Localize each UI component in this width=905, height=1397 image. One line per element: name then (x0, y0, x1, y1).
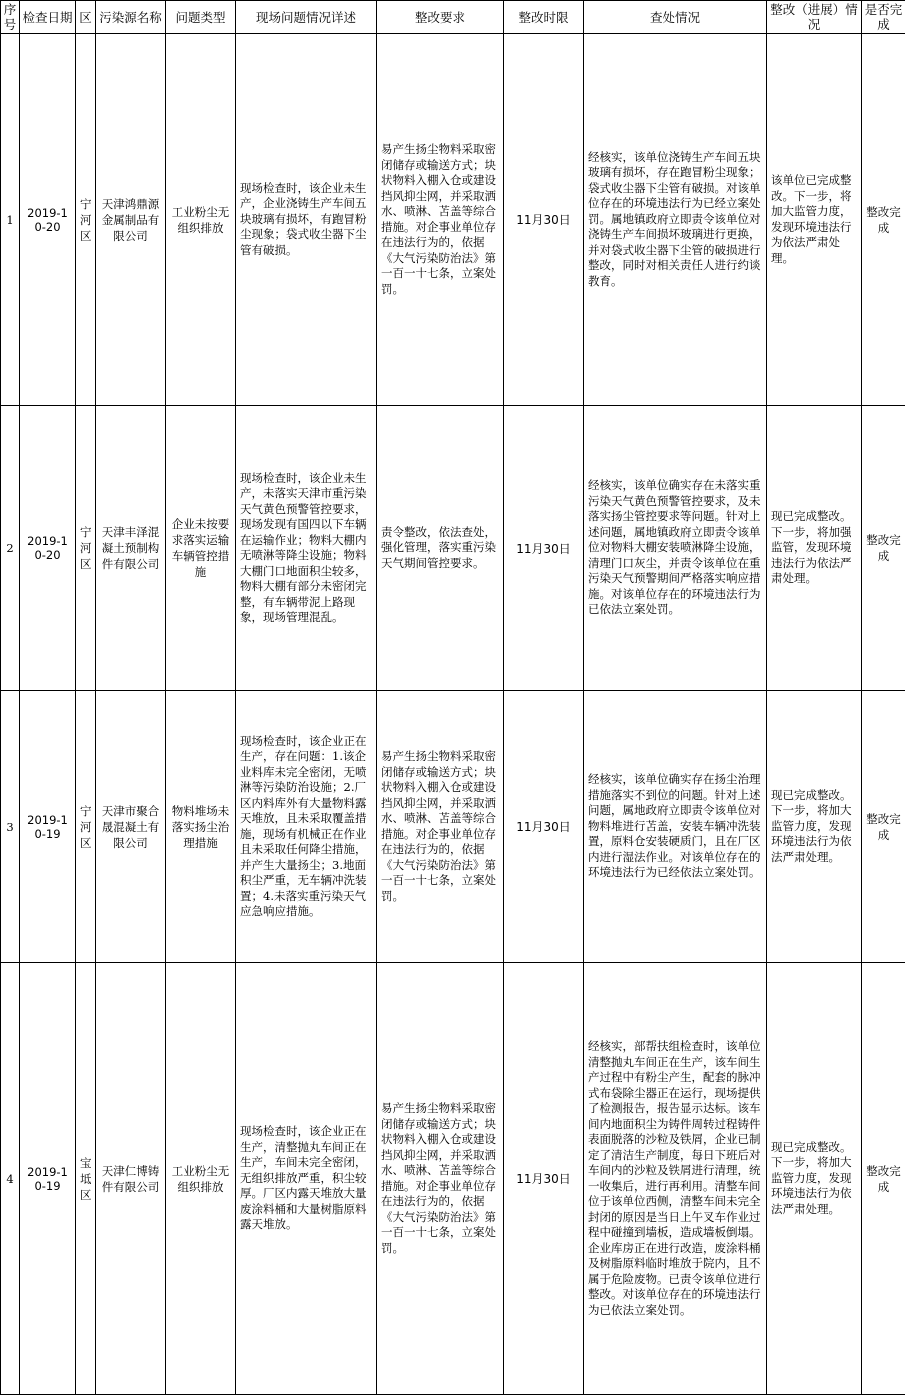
cell-req: 易产生扬尘物料采取密闭储存或输送方式；块状物料入棚入仓或建设挡风抑尘网，并采取洒水、喷淋、苫盖等综合措施。对企事业单位存在违法行为的，依据《大气污染防治法》第一百一十七条，立案处罚。 (377, 34, 504, 406)
cell-desc: 现场检查时，该企业正在生产，存在问题：1.该企业料库未完全密闭，无喷淋等污染防治设施；2.厂区内料库外有大量物料露天堆放，且未采取覆盖措施，现场有机械正在作业且未采取任何降尘措施，并产生大量扬尘；3.地面积尘严重，无车辆冲洗装置；4.未落实重污染天气应急响应措施。 (236, 691, 377, 963)
cell-deadline: 11月30日 (504, 406, 584, 691)
table-row (1, 406, 905, 691)
header-name: 污染源名称 (96, 1, 166, 34)
cell-req: 易产生扬尘物料采取密闭储存或输送方式；块状物料入棚入仓或建设挡风抑尘网，并采取洒水、喷淋、苫盖等综合措施。对企事业单位存在违法行为的，依据《大气污染防治法》第一百一十七条，立案处罚。 (377, 691, 504, 963)
cell-done: 整改完成 (862, 34, 905, 406)
cell-req: 易产生扬尘物料采取密闭储存或输送方式；块状物料入棚入仓或建设挡风抑尘网，并采取洒水、喷淋、苫盖等综合措施。对企事业单位存在违法行为的，依据《大气污染防治法》第一百一十七条，立案处罚。 (377, 963, 504, 1395)
header-deadline: 整改时限 (504, 1, 584, 34)
header-done: 是否完成 (862, 1, 905, 34)
header-row (1, 1, 905, 34)
header-type: 问题类型 (166, 1, 236, 34)
cell-date: 2019-10-19 (20, 691, 76, 963)
header-seq: 序号 (1, 1, 20, 34)
cell-deadline: 11月30日 (504, 963, 584, 1395)
cell-handle: 经核实，该单位浇铸生产车间五块玻璃有损坏，存在跑冒粉尘现象；袋式收尘器下尘管有破损。对该单位存在的环境违法行为已经立案处罚。属地镇政府立即责令该单位对浇铸生产车间损坏玻璃进行更换，并对袋式收尘器下尘管的破损进行整改，同时对相关责任人进行约谈教育。 (584, 34, 767, 406)
cell-date: 2019-10-20 (20, 34, 76, 406)
cell-req: 责令整改，依法查处，强化管理，落实重污染天气期间管控要求。 (377, 406, 504, 691)
header-area: 区 (76, 1, 96, 34)
header-req: 整改要求 (377, 1, 504, 34)
header-date: 检查日期 (20, 1, 76, 34)
header-handle: 查处情况 (584, 1, 767, 34)
cell-progress: 现已完成整改。下一步，将加大监管力度，发现环境违法行为依法严肃处理。 (767, 691, 862, 963)
cell-type: 企业未按要求落实运输车辆管控措施 (166, 406, 236, 691)
header-desc: 现场问题情况详述 (236, 1, 377, 34)
cell-progress: 该单位已完成整改。下一步，将加大监管力度，发现环境违法行为依法严肃处理。 (767, 34, 862, 406)
cell-progress: 现已完成整改。下一步，将加强监管，发现环境违法行为依法严肃处理。 (767, 406, 862, 691)
cell-handle: 经核实，该单位确实存在未落实重污染天气黄色预警管控要求，及未落实扬尘管控要求等问题。针对上述问题，属地镇政府立即责令该单位对物料大棚安装喷淋降尘设施，清理门口灰尘，并责令该单位在重污染天气预警期间严格落实响应措施。对该单位存在的环境违法行为已依法立案处罚。 (584, 406, 767, 691)
cell-done: 整改完成 (862, 406, 905, 691)
cell-type: 工业粉尘无组织排放 (166, 963, 236, 1395)
cell-seq: 4 (1, 963, 20, 1395)
cell-seq: 1 (1, 34, 20, 406)
table-row (1, 691, 905, 963)
cell-type: 物料堆场未落实扬尘治理措施 (166, 691, 236, 963)
cell-name: 天津丰泽混凝土预制构件有限公司 (96, 406, 166, 691)
cell-desc: 现场检查时，该企业未生产，企业浇铸生产车间五块玻璃有损坏，有跑冒粉尘现象；袋式收尘器下尘管有破损。 (236, 34, 377, 406)
table-row (1, 963, 905, 1395)
cell-name: 天津鸿鼎源金属制品有限公司 (96, 34, 166, 406)
cell-handle: 经核实，部帮扶组检查时，该单位清整抛丸车间正在生产，该车间生产过程中有粉尘产生，配套的脉冲式布袋除尘器正在运行，现场提供了检测报告，报告显示达标。该车间内地面积尘为铸件周转过程铸件表面脱落的沙粒及铁屑，企业已制定了清洁生产制度，每日下班后对车间内的沙粒及铁屑进行清理，统一收集后，进行再利用。清整车间位于该单位西侧，清整车间未完全封闭的原因是当日上午叉车作业过程中碰撞到墙板，造成墙板倒塌。企业库房正在进行改造，废涂料桶及树脂原料临时堆放于院内，且不属于危险废物。已责令该单位进行整改。对该单位存在的环境违法行为已依法立案处罚。 (584, 963, 767, 1395)
header-progress: 整改（进展）情况 (767, 1, 862, 34)
cell-name: 天津市聚合晟混凝土有限公司 (96, 691, 166, 963)
cell-date: 2019-10-20 (20, 406, 76, 691)
cell-area: 宝坻区 (76, 963, 96, 1395)
cell-name: 天津仁博铸件有限公司 (96, 963, 166, 1395)
cell-type: 工业粉尘无组织排放 (166, 34, 236, 406)
cell-deadline: 11月30日 (504, 34, 584, 406)
cell-date: 2019-10-19 (20, 963, 76, 1395)
cell-handle: 经核实，该单位确实存在扬尘治理措施落实不到位的问题。针对上述问题，属地政府立即责令该单位对物料堆进行苫盖，安装车辆冲洗装置，原料仓安装硬质门，且在厂区内进行湿法作业。对该单位存在的环境违法行为已经依法立案处罚。 (584, 691, 767, 963)
cell-area: 宁河区 (76, 34, 96, 406)
cell-seq: 2 (1, 406, 20, 691)
cell-seq: 3 (1, 691, 20, 963)
cell-area: 宁河区 (76, 406, 96, 691)
cell-desc: 现场检查时，该企业正在生产，清整抛丸车间正在生产，车间未完全密闭，无组织排放严重，积尘较厚。厂区内露天堆放大量废涂料桶和大量树脂原料露天堆放。 (236, 963, 377, 1395)
cell-progress: 现已完成整改。下一步，将加大监管力度，发现环境违法行为依法严肃处理。 (767, 963, 862, 1395)
cell-desc: 现场检查时，该企业未生产，未落实天津市重污染天气黄色预警管控要求，现场发现有国四以下车辆在运输作业；物料大棚内无喷淋等降尘设施；物料大棚门口地面积尘较多，物料大棚有部分未密闭完整，有车辆带泥上路现象，现场管理混乱。 (236, 406, 377, 691)
table-row (1, 34, 905, 406)
cell-done: 整改完成 (862, 963, 905, 1395)
cell-deadline: 11月30日 (504, 691, 584, 963)
cell-done: 整改完成 (862, 691, 905, 963)
cell-area: 宁河区 (76, 691, 96, 963)
